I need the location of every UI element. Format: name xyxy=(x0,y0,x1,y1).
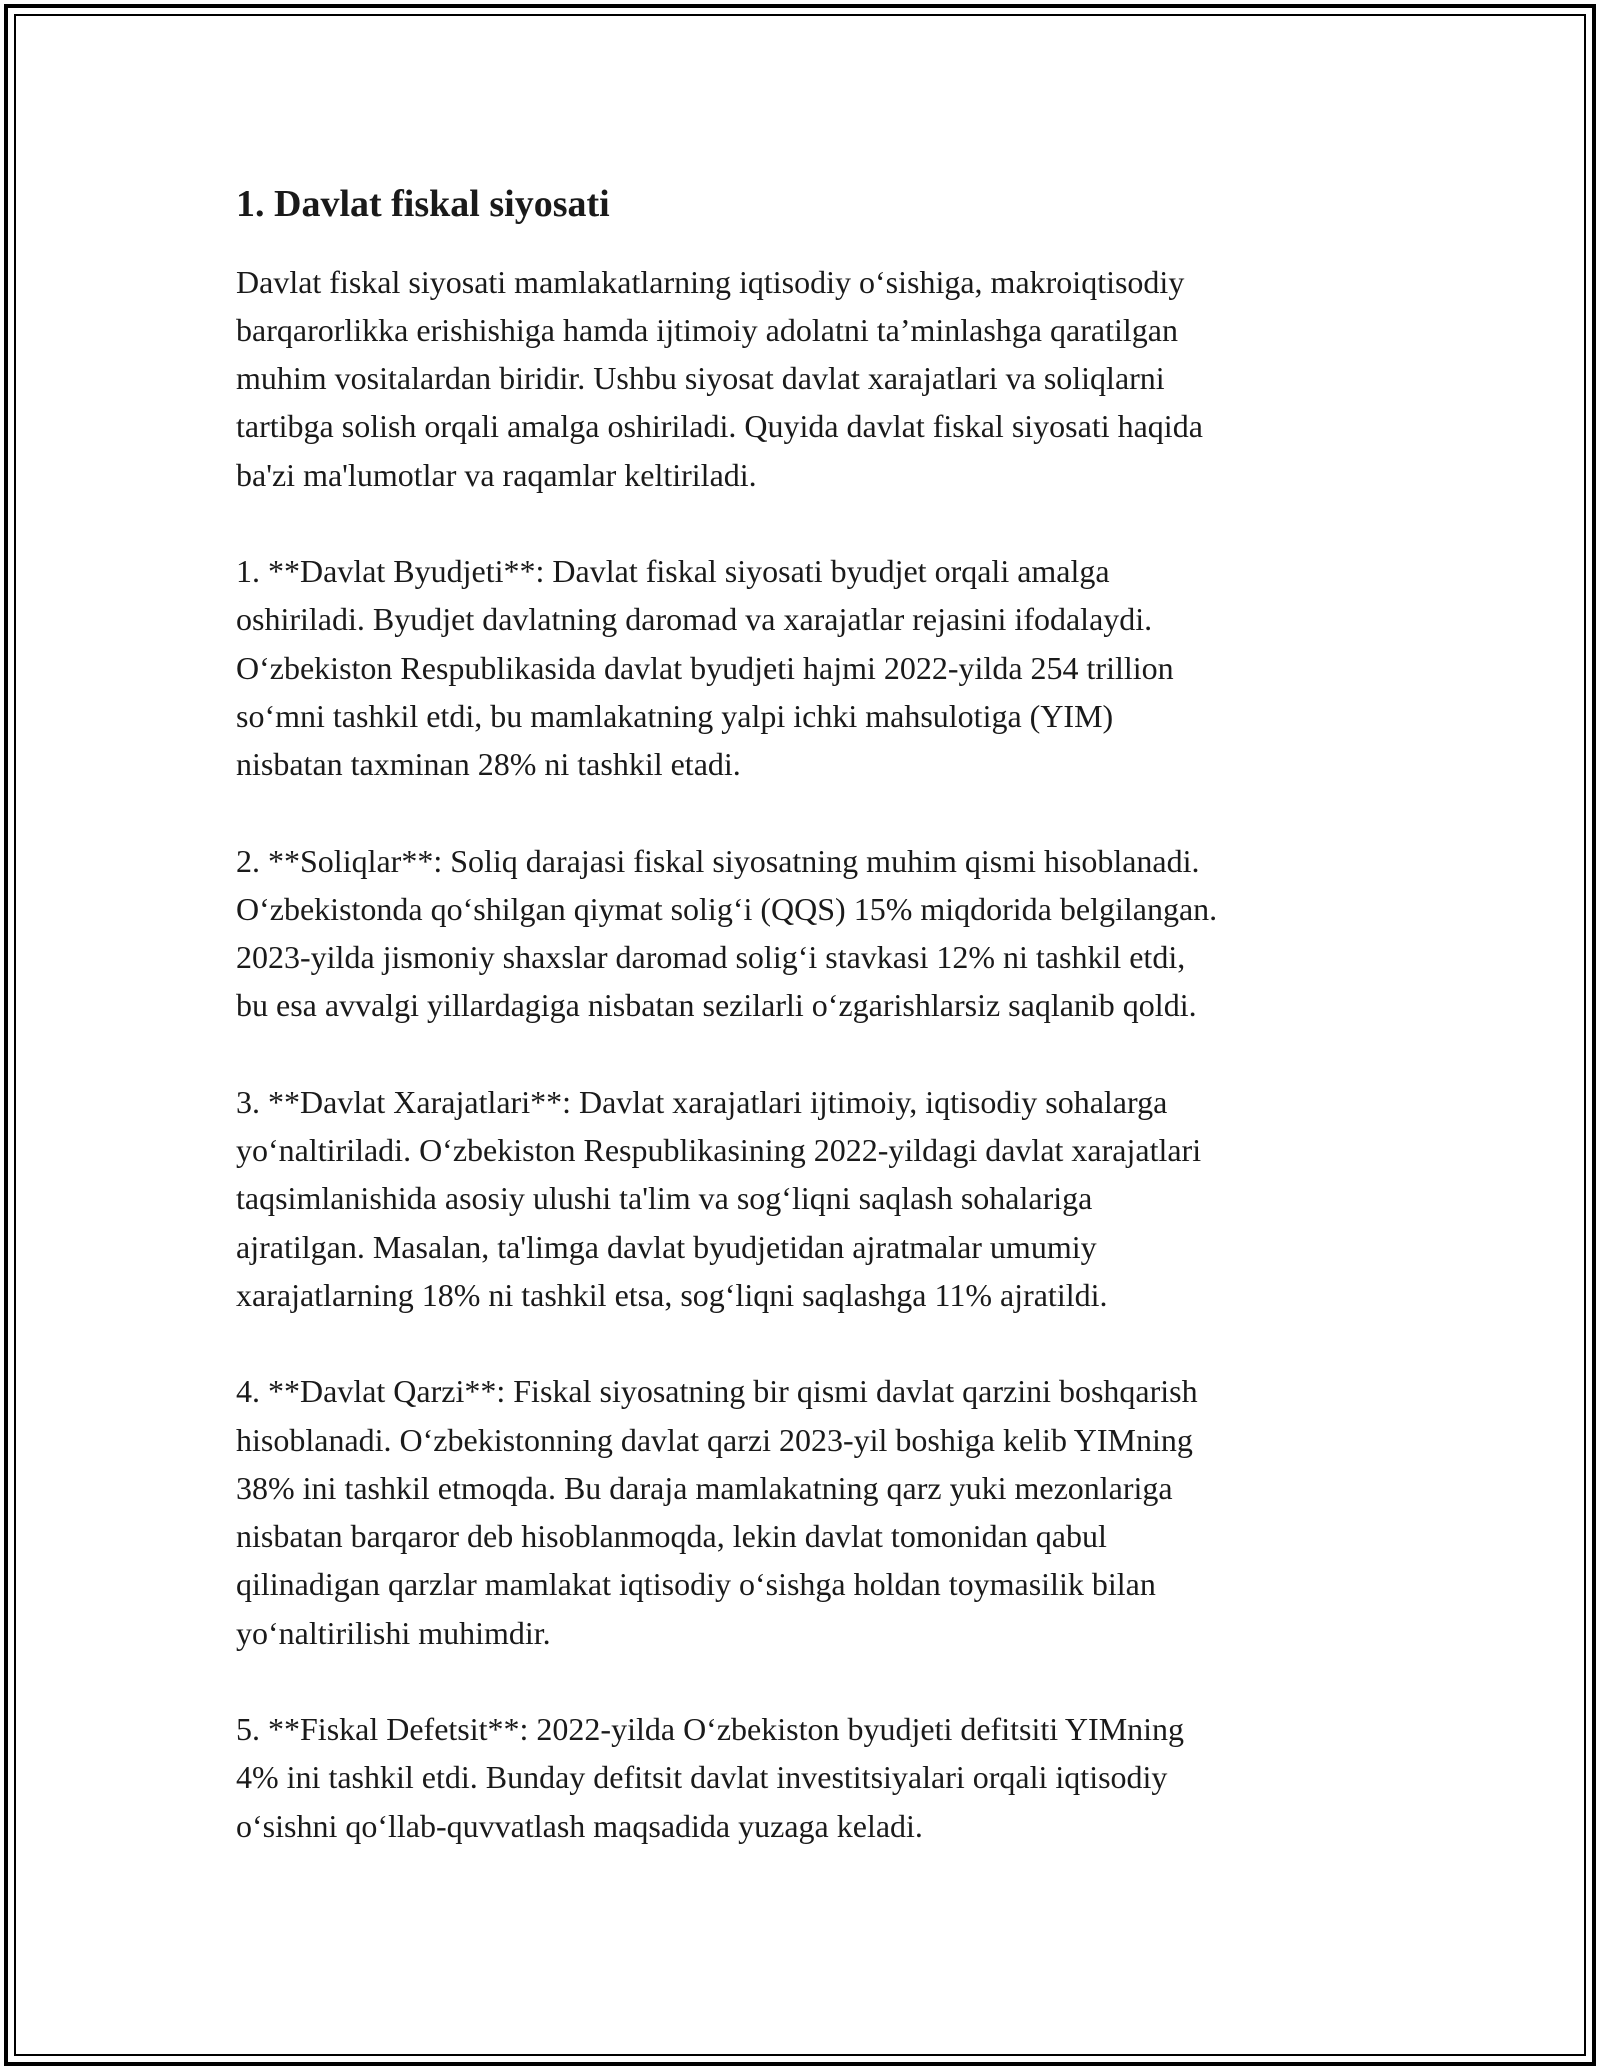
section-heading: 1. Davlat fiskal siyosati xyxy=(236,183,610,225)
budget-paragraph xyxy=(236,547,1396,788)
text-line: o‘sishni qo‘llab-quvvatlash maqsadida yuzaga keladi. xyxy=(236,1807,923,1844)
text-line: 4% ini tashkil etdi. Bunday defitsit davlat investitsiyalari orqali iqtisodiy xyxy=(236,1759,1168,1796)
text-line: Davlat fiskal siyosati mamlakatlarning iqtisodiy o‘sishiga, makroiqtisodiy xyxy=(236,263,1185,300)
text-line: qilinadigan qarzlar mamlakat iqtisodiy o‘sishga holdan toymasilik bilan xyxy=(236,1566,1156,1603)
text-line: tartibga solish orqali amalga oshiriladi. Quyida davlat fiskal siyosati haqida xyxy=(236,408,1203,445)
text-line: yo‘naltirilishi muhimdir. xyxy=(236,1614,551,1651)
text-line: 5. **Fiskal Defetsit**: 2022-yilda O‘zbekiston byudjeti defitsiti YIMning xyxy=(236,1711,1185,1748)
text-line: nisbatan barqaror deb hisoblanmoqda, lekin davlat tomonidan qabul xyxy=(236,1518,1107,1555)
debt-paragraph xyxy=(236,1367,1396,1657)
deficit-paragraph xyxy=(236,1705,1396,1850)
text-line: muhim vositalardan biridir. Ushbu siyosat davlat xarajatlari va soliqlarni xyxy=(236,360,1165,397)
text-line: ba'zi ma'lumotlar va raqamlar keltiriladi. xyxy=(236,456,757,493)
text-line: 2023-yilda jismoniy shaxslar daromad solig‘i stavkasi 12% ni tashkil etdi, xyxy=(236,939,1186,976)
text-line: O‘zbekistonda qo‘shilgan qiymat solig‘i (QQS) 15% miqdorida belgilangan. xyxy=(236,890,1218,927)
expenditures-paragraph xyxy=(236,1078,1396,1319)
text-line: ajratilgan. Masalan, ta'limga davlat byudjetidan ajratmalar umumiy xyxy=(236,1228,1097,1265)
text-line: yo‘naltiriladi. O‘zbekiston Respublikasining 2022-yildagi davlat xarajatlari xyxy=(236,1132,1202,1169)
text-line: 2. **Soliqlar**: Soliq darajasi fiskal siyosatning muhim qismi hisoblanadi. xyxy=(236,842,1200,879)
text-line: 3. **Davlat Xarajatlari**: Davlat xarajatlari ijtimoiy, iqtisodiy sohalarga xyxy=(236,1083,1168,1120)
text-line: so‘mni tashkil etdi, bu mamlakatning yalpi ichki mahsulotiga (YIM) xyxy=(236,697,1114,734)
text-line: barqarorlikka erishishiga hamda ijtimoiy adolatni ta’minlashga qaratilgan xyxy=(236,311,1178,348)
text-line: O‘zbekiston Respublikasida davlat byudjeti hajmi 2022-yilda 254 trillion xyxy=(236,649,1174,686)
text-line: taqsimlanishida asosiy ulushi ta'lim va sog‘liqni saqlash sohalariga xyxy=(236,1180,1093,1217)
taxes-paragraph xyxy=(236,837,1396,1030)
intro-paragraph xyxy=(236,258,1396,499)
text-line: oshiriladi. Byudjet davlatning daromad va xarajatlar rejasini ifodalaydi. xyxy=(236,601,1153,638)
text-line: 38% ini tashkil etmoqda. Bu daraja mamlakatning qarz yuki mezonlariga xyxy=(236,1469,1173,1506)
document-body xyxy=(236,182,1396,1898)
text-line: nisbatan taxminan 28% ni tashkil etadi. xyxy=(236,746,741,783)
text-line: 1. **Davlat Byudjeti**: Davlat fiskal siyosati byudjet orqali amalga xyxy=(236,553,1110,590)
text-line: hisoblanadi. O‘zbekistonning davlat qarzi 2023-yil boshiga kelib YIMning xyxy=(236,1421,1193,1458)
text-line: 4. **Davlat Qarzi**: Fiskal siyosatning bir qismi davlat qarzini boshqarish xyxy=(236,1373,1198,1410)
text-line: bu esa avvalgi yillardagiga nisbatan sezilarli o‘zgarishlarsiz saqlanib qoldi. xyxy=(236,987,1197,1024)
text-line: xarajatlarning 18% ni tashkil etsa, sog‘liqni saqlashga 11% ajratildi. xyxy=(236,1276,1108,1313)
